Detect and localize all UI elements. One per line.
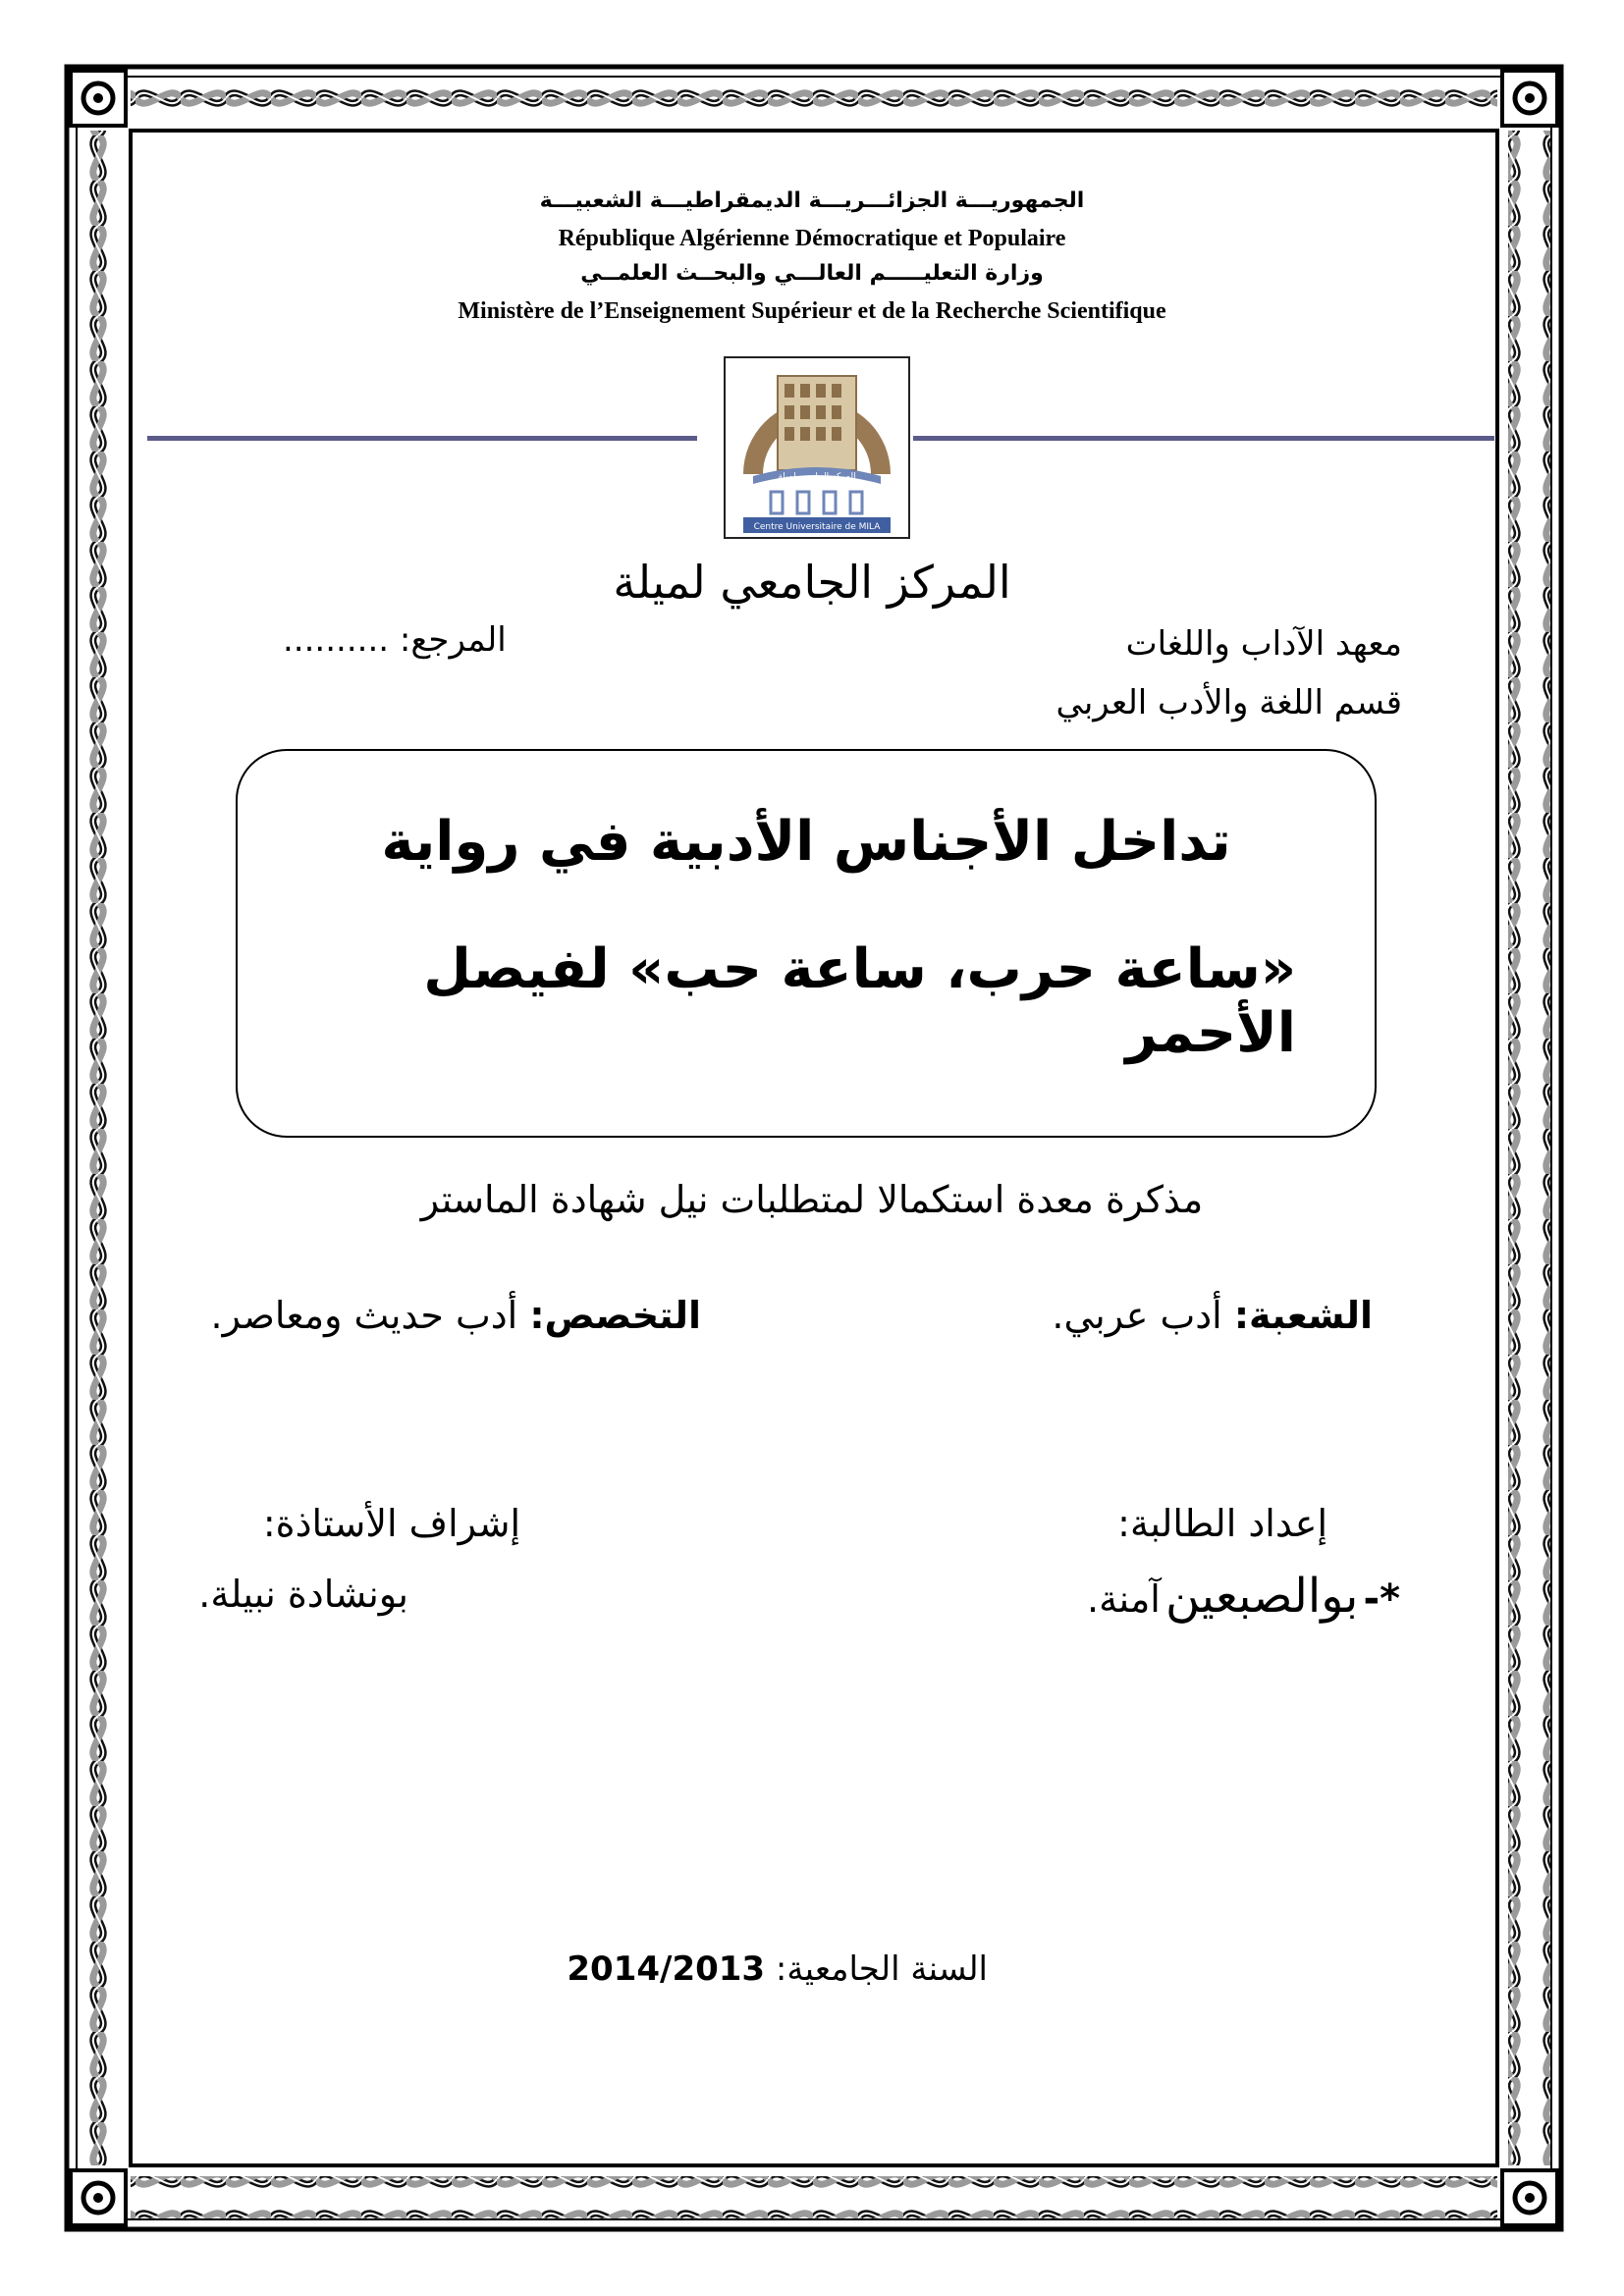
header-rule-right (913, 436, 1494, 441)
corner-ornament (71, 2170, 126, 2225)
reference-field: المرجع: .......... (283, 620, 507, 660)
branch-value: أدب عربي. (1052, 1294, 1222, 1337)
student-first-name: آمنة. (1087, 1577, 1161, 1621)
academic-year-value: 2014/2013 (567, 1949, 766, 1989)
title-box (236, 749, 1377, 1138)
student-name-line (1087, 1569, 1400, 1624)
thesis-note: مذكرة معدة استكمالا لمتطلبات نيل شهادة الماستر (420, 1178, 1204, 1221)
university-logo (724, 356, 910, 539)
header-rule-left (147, 436, 697, 441)
branch-line (1052, 1294, 1373, 1337)
student-surname: بوالصبعين (1164, 1569, 1359, 1624)
thesis-title-line1: تداخل الأجناس الأدبية في رواية (381, 810, 1231, 874)
ministry-arabic: وزارة التعليـــــم العالـــي والبحــث العلمــي (580, 261, 1044, 286)
institute-name: معهد الآداب واللغات (1125, 624, 1402, 664)
specialty-line (211, 1294, 701, 1337)
department-name: قسم اللغة والأدب العربي (1056, 683, 1402, 722)
logo-arabic-text: المركز الجامعي لميلة (778, 472, 856, 482)
student-prefix: *- (1363, 1576, 1400, 1622)
specialty-label: التخصص: (529, 1294, 701, 1337)
supervisor-name: بونشادة نبيلة. (198, 1573, 408, 1616)
republic-arabic: الجمهوريـــة الجزائـــريـــة الديمقراطيـــة الشعبيـــة (539, 188, 1085, 213)
center-name: المركز الجامعي لميلة (613, 556, 1011, 609)
student-label: إعداد الطالبة: (1117, 1502, 1327, 1545)
corner-ornament (1502, 2170, 1557, 2225)
academic-year-label: السنة الجامعية: (775, 1949, 988, 1989)
thesis-title-line2: «ساعة حرب، ساعة حب» لفيصل الأحمر (423, 937, 1296, 1065)
ministry-french: Ministère de l’Enseignement Supérieur et de la Recherche Scientifique (458, 298, 1166, 324)
specialty-value: أدب حديث ومعاصر. (210, 1294, 518, 1337)
corner-ornament (1502, 71, 1557, 126)
corner-ornament (71, 71, 126, 126)
supervisor-label: إشراف الأستاذة: (262, 1502, 520, 1545)
academic-year-line (567, 1949, 988, 1989)
branch-label: الشعبة: (1233, 1294, 1373, 1337)
republic-french: République Algérienne Démocratique et Populaire (558, 226, 1066, 251)
logo-caption: Centre Universitaire de MILA (753, 522, 881, 532)
